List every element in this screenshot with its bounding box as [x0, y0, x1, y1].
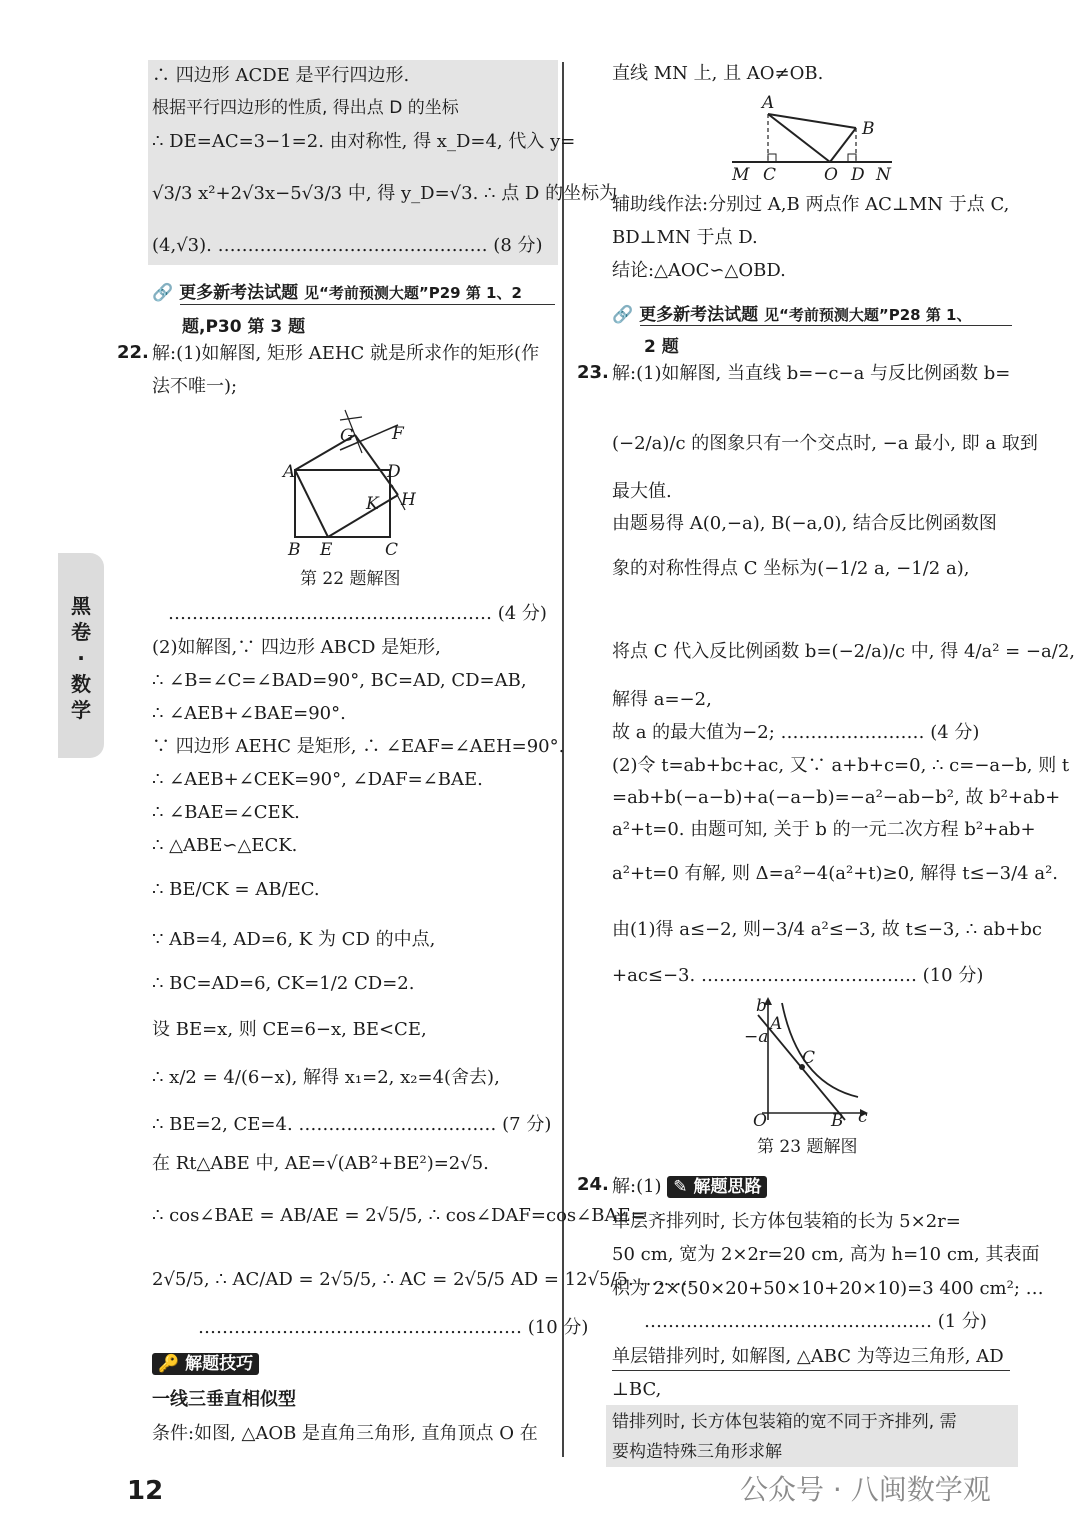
question-number: 24. — [577, 1174, 609, 1195]
text-line: 象的对称性得点 C 坐标为(−1/2 a, −1/2 a), — [612, 558, 970, 579]
text-line: 直线 MN 上, 且 AO≠OB. — [612, 63, 824, 84]
text-line: 积为 2×(50×20+50×10+20×10)=3 400 cm²; … — [612, 1278, 1044, 1299]
link-icon: 🔗 — [612, 305, 634, 325]
label-C: C — [802, 1048, 816, 1068]
text-line: 辅助线作法:分别过 A,B 两点作 AC⊥MN 于点 C, — [612, 194, 1010, 215]
text-line: 50 cm, 宽为 2×2r=20 cm, 高为 h=10 cm, 其表面 — [612, 1244, 1040, 1265]
side-tab — [58, 553, 104, 758]
text-line: ∴ DE=AC=3−1=2. 由对称性, 得 x_D=4, 代入 y= — [152, 131, 576, 152]
text-line: ∴ △ABE∽△ECK. — [152, 835, 298, 856]
label-O: O — [824, 165, 838, 184]
more-ref-cont: 2 题 — [644, 337, 679, 357]
text-line: ∵ 四边形 AEHC 是矩形, ∴ ∠EAF=∠AEH=90°. — [152, 736, 565, 757]
text-line: ∴ ∠BAE=∠CEK. — [152, 802, 300, 823]
text-line: ∴ cos∠BAE = AB/AE = 2√5/5, ∴ cos∠DAF=cos∠BAE= — [152, 1205, 646, 1226]
label-E: E — [320, 540, 333, 560]
text-line: a²+t=0. 由题可知, 关于 b 的一元二次方程 b²+ab+ — [612, 819, 1036, 840]
text-line: +ac≤−3. ……………………………… (10 分) — [612, 965, 984, 986]
score-line: ………………………………………… (1 分) — [644, 1311, 987, 1332]
text-line: ∴ BC=AD=6, CK=1/2 CD=2. — [152, 973, 415, 994]
label-minus-a: −a — [744, 1027, 769, 1047]
text-line: 由题易得 A(0,−a), B(−a,0), 结合反比例函数图 — [612, 513, 997, 534]
text-line — [612, 1175, 767, 1199]
text-line: ∴ ∠AEB+∠BAE=90°. — [152, 703, 346, 724]
text-line: ∴ x/2 = 4/(6−x), 解得 x₁=2, x₂=4(舍去), — [152, 1067, 500, 1088]
text-line: a²+t=0 有解, 则 Δ=a²−4(a²+t)≥0, 解得 t≤−3/4 a². — [612, 863, 1059, 884]
label-C: C — [385, 540, 399, 560]
text-line: 解得 a=−2, — [612, 689, 712, 710]
underline — [640, 325, 1012, 326]
label-K: K — [366, 494, 379, 514]
text-line: √3/3 x²+2√3x−5√3/3 中, 得 y_D=√3. ∴ 点 D 的坐标为 — [152, 183, 618, 204]
underline — [180, 304, 555, 305]
watermark: 公众号 · 八闽数学观 — [740, 1473, 991, 1506]
text-line: (4,√3). ……………………………………… (8 分) — [152, 235, 543, 256]
figure-caption: 第 22 题解图 — [300, 569, 401, 589]
label-C: C — [763, 165, 777, 184]
tip-tag — [152, 1353, 259, 1375]
text-line: (2)令 t=ab+bc+ac, 又∵ a+b+c=0, ∴ c=−a−b, 则 t — [612, 755, 1070, 776]
more-questions-link — [612, 300, 971, 325]
text-line: 设 BE=x, 则 CE=6−x, BE<CE, — [152, 1019, 427, 1040]
more-ref: 见“考前预测大题”P28 第 1、 — [764, 306, 972, 324]
text-line: 单层齐排列时, 长方体包装箱的长为 5×2r= — [612, 1211, 961, 1232]
label-D: D — [387, 462, 401, 482]
text-line: 在 Rt△ABE 中, AE=√(AB²+BE²)=2√5. — [152, 1153, 489, 1174]
text-line: ∴ ∠AEB+∠CEK=90°, ∠DAF=∠BAE. — [152, 769, 483, 790]
label-D: D — [851, 165, 865, 184]
more-ref: 见“考前预测大题”P29 第 1、2 — [304, 284, 522, 302]
score-line: ……………………………………………… (4 分) — [168, 603, 547, 624]
label-A: A — [283, 462, 296, 482]
label-B: B — [862, 119, 875, 139]
question-number: 22. — [117, 342, 149, 363]
text-line: ∴ ∠B=∠C=∠BAD=90°, BC=AD, CD=AB, — [152, 670, 527, 691]
tip-tag-label: 解题技巧 — [185, 1354, 254, 1374]
text-line: ∴ BE=2, CE=4. …………………………… (7 分) — [152, 1114, 552, 1135]
column-divider — [562, 62, 564, 1457]
figure-caption: 第 23 题解图 — [757, 1137, 858, 1157]
handwritten-note: 根据平行四边形的性质, 得出点 D 的坐标 — [152, 98, 459, 118]
question-number: 23. — [577, 362, 609, 383]
text-line: 解:(1)如解图, 当直线 b=−c−a 与反比例函数 b= — [612, 363, 1011, 384]
text-line: BD⊥MN 于点 D. — [612, 227, 758, 248]
text-line: ∴ 四边形 ACDE 是平行四边形. — [152, 65, 410, 86]
label-N: N — [876, 165, 891, 184]
label-F: F — [392, 424, 404, 444]
text-line: ⊥BC, — [612, 1379, 662, 1400]
link-icon: 🔗 — [152, 283, 174, 303]
label-B: B — [288, 540, 301, 560]
more-title: 更多新考法试题 — [639, 305, 759, 325]
answer-start: 解:(1) — [612, 1176, 662, 1197]
label-b: b — [756, 996, 767, 1016]
text-line: ∵ AB=4, AD=6, K 为 CD 的中点, — [152, 929, 436, 950]
label-M: M — [732, 165, 750, 184]
text-line: 最大值. — [612, 481, 672, 502]
page-number: 12 — [127, 1476, 164, 1506]
handwritten-note: 错排列时, 长方体包装箱的宽不同于齐排列, 需 — [612, 1412, 957, 1432]
text-line: 法不唯一); — [152, 376, 238, 397]
tip-title: 一线三垂直相似型 — [152, 1389, 296, 1410]
text-line: (−2/a)/c 的图象只有一个交点时, −a 最小, 即 a 取到 — [612, 433, 1038, 454]
text-line: 单层错排列时, 如解图, △ABC 为等边三角形, AD — [612, 1346, 1004, 1367]
more-questions-link — [152, 278, 522, 303]
underline — [612, 1370, 1010, 1371]
tip-header — [152, 1352, 259, 1376]
text-line: 由(1)得 a≤−2, 则−3/4 a²≤−3, 故 t≤−3, ∴ ab+bc — [612, 919, 1042, 940]
text-line: 2√5/5, ∴ AC/AD = 2√5/5, ∴ AC = 2√5/5 AD = 12√5/5. ……… — [152, 1269, 694, 1290]
text-line: 将点 C 代入反比例函数 b=(−2/a)/c 中, 得 4/a² = −a/2, — [612, 641, 1075, 662]
notepad-icon: ✎ — [673, 1177, 688, 1197]
label-c: c — [858, 1107, 868, 1127]
more-ref-cont: 题,P30 第 3 题 — [182, 317, 306, 337]
label-O: O — [753, 1111, 767, 1130]
text-line: 解:(1)如解图, 矩形 AEHC 就是所求作的矩形(作 — [152, 343, 540, 364]
label-G: G — [340, 426, 354, 446]
figure-23 — [740, 995, 875, 1130]
label-H: H — [401, 490, 416, 510]
more-title: 更多新考法试题 — [179, 283, 299, 303]
text-line: =ab+b(−a−b)+a(−a−b)=−a²−ab−b², 故 b²+ab+ — [612, 787, 1061, 808]
label-A: A — [762, 93, 775, 113]
text-line: 条件:如图, △AOB 是直角三角形, 直角顶点 O 在 — [152, 1423, 538, 1444]
label-A: A — [770, 1014, 783, 1034]
side-tab-label: 黑卷·数学 — [71, 594, 91, 722]
thinking-tag — [667, 1176, 767, 1198]
text-line: ∴ BE/CK = AB/EC. — [152, 879, 320, 900]
score-line: ……………………………………………… (10 分) — [198, 1317, 589, 1338]
figure-mn — [720, 92, 900, 184]
text-line: 故 a 的最大值为−2; …………………… (4 分) — [612, 722, 980, 743]
label-B: B — [831, 1111, 844, 1130]
text-line: 结论:△AOC∽△OBD. — [612, 260, 786, 281]
key-icon: 🔑 — [158, 1354, 180, 1374]
figure-22 — [270, 405, 430, 565]
handwritten-note: 要构造特殊三角形求解 — [612, 1442, 782, 1462]
text-line: (2)如解图,∵ 四边形 ABCD 是矩形, — [152, 637, 441, 658]
thinking-tag-label: 解题思路 — [693, 1177, 762, 1197]
